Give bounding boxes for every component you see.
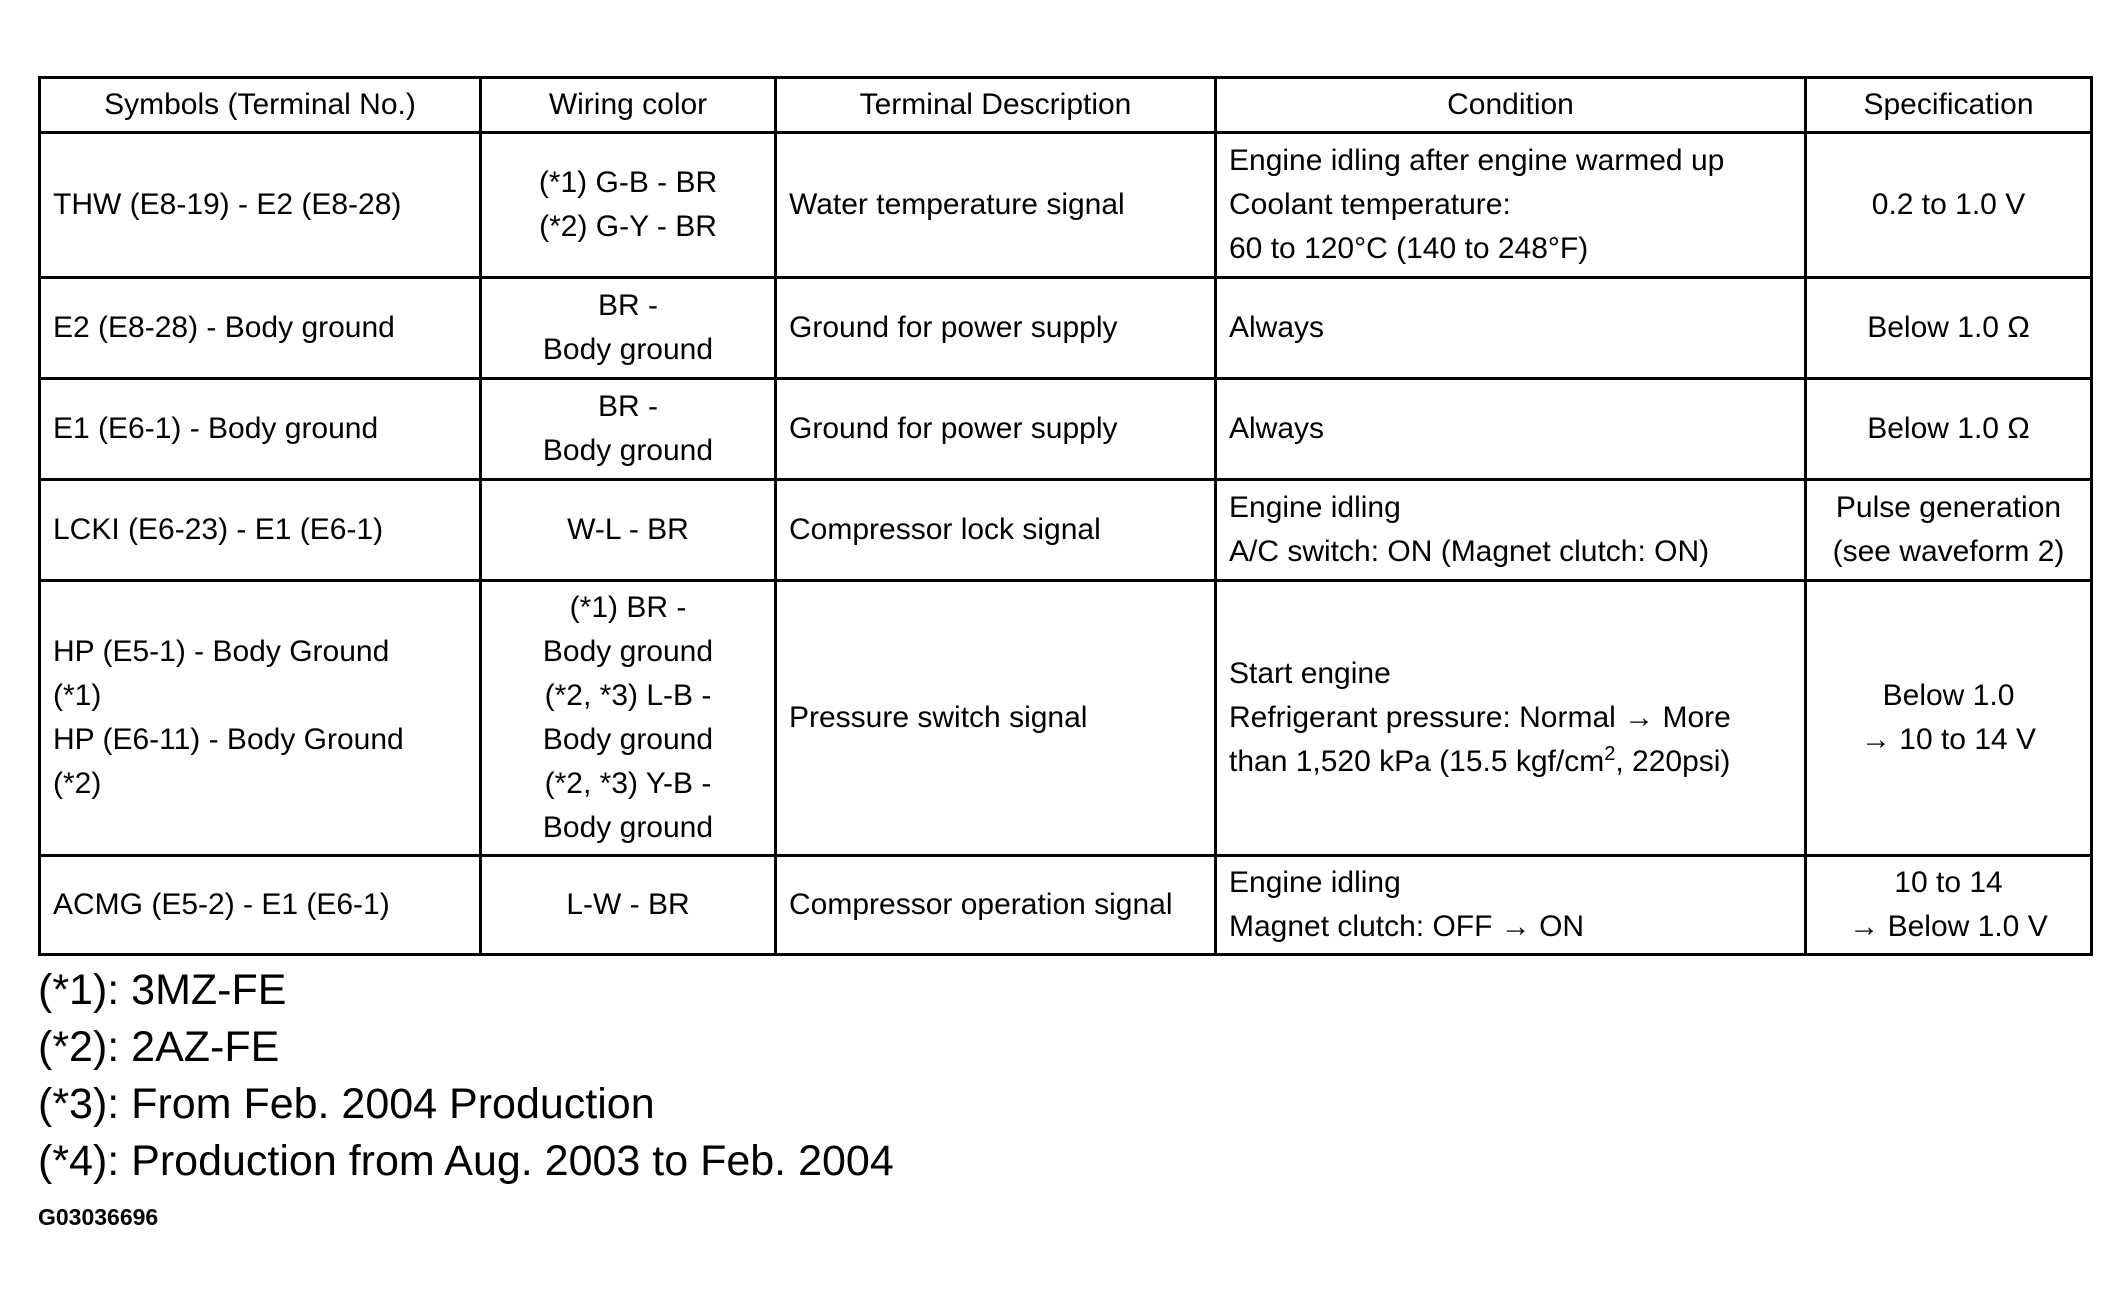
cell-line: Body ground	[542, 811, 714, 844]
header-specification: Specification	[1806, 78, 2092, 133]
cell-line: Body ground	[542, 434, 714, 467]
header-wiring-color: Wiring color	[481, 78, 776, 133]
cell-line: Magnet clutch: OFF → ON	[1229, 910, 1585, 943]
cell-line: 0.2 to 1.0 V	[1871, 188, 2026, 221]
table-row	[40, 133, 2092, 278]
cell-line: (*1) BR -	[569, 591, 687, 624]
cell-wiring	[481, 480, 776, 581]
cell-line: (*2) G-Y - BR	[539, 210, 717, 243]
cell-symbols	[40, 581, 481, 856]
cell-line: BR -	[598, 390, 658, 423]
cell-line: (*2)	[53, 767, 102, 800]
cell-text: than 1,520 kPa (15.5 kgf/cm	[1229, 745, 1605, 778]
cell-wiring	[481, 133, 776, 278]
cell-condition	[1216, 379, 1806, 480]
cell-description	[776, 379, 1216, 480]
cell-description	[776, 133, 1216, 278]
table-row	[40, 278, 2092, 379]
cell-line: Body ground	[542, 723, 714, 756]
cell-line: Below 1.0 Ω	[1867, 412, 2030, 445]
cell-line: Pulse generation	[1835, 491, 2062, 524]
cell-condition	[1216, 581, 1806, 856]
cell-line: E1 (E6-1) - Body ground	[53, 412, 379, 445]
cell-text: , 220psi)	[1615, 745, 1731, 778]
table-row	[40, 480, 2092, 581]
footnote: (*4): Production from Aug. 2003 to Feb. 2004	[38, 1137, 894, 1185]
cell-condition	[1216, 133, 1806, 278]
cell-line: W-L - BR	[567, 513, 689, 546]
cell-line: (see waveform 2)	[1832, 535, 2065, 568]
cell-line: 60 to 120°C (140 to 248°F)	[1229, 232, 1589, 265]
cell-description	[776, 581, 1216, 856]
table-row	[40, 379, 2092, 480]
cell-line: Start engine	[1229, 657, 1391, 690]
cell-line: L-W - BR	[566, 888, 690, 921]
cell-line: Compressor operation signal	[789, 888, 1173, 921]
table-header-row	[40, 78, 2092, 133]
cell-line: Always	[1229, 311, 1325, 344]
footnotes	[38, 962, 2090, 1190]
cell-specification	[1806, 133, 2092, 278]
cell-line: (*1) G-B - BR	[538, 166, 718, 199]
cell-line: (*2, *3) Y-B -	[544, 767, 712, 800]
cell-specification	[1806, 581, 2092, 856]
cell-wiring	[481, 379, 776, 480]
document	[38, 76, 2090, 1232]
cell-line: 10 to 14	[1894, 866, 2003, 899]
cell-specification	[1806, 379, 2092, 480]
cell-line: Pressure switch signal	[789, 701, 1088, 734]
cell-symbols	[40, 856, 481, 955]
cell-condition	[1216, 278, 1806, 379]
cell-line: Below 1.0 Ω	[1867, 311, 2030, 344]
cell-line: Engine idling	[1229, 491, 1401, 524]
table-row	[40, 856, 2092, 955]
cell-line: HP (E5-1) - Body Ground	[53, 635, 390, 668]
footnote: (*1): 3MZ-FE	[38, 966, 287, 1014]
cell-line: Ground for power supply	[789, 412, 1118, 445]
cell-symbols	[40, 133, 481, 278]
header-terminal-description: Terminal Description	[776, 78, 1216, 133]
cell-symbols	[40, 379, 481, 480]
cell-line: Refrigerant pressure: Normal → More	[1229, 701, 1731, 734]
cell-condition	[1216, 480, 1806, 581]
footnote: (*2): 2AZ-FE	[38, 1023, 280, 1071]
cell-specification	[1806, 278, 2092, 379]
cell-line: Body ground	[542, 635, 714, 668]
cell-wiring	[481, 278, 776, 379]
cell-line: (*1)	[53, 679, 102, 712]
cell-line: Engine idling after engine warmed up	[1229, 144, 1725, 177]
cell-line: BR -	[598, 289, 658, 322]
cell-line: E2 (E8-28) - Body ground	[53, 311, 395, 344]
cell-description	[776, 856, 1216, 955]
cell-line: ACMG (E5-2) - E1 (E6-1)	[53, 888, 390, 921]
cell-description	[776, 480, 1216, 581]
cell-line: (*2, *3) L-B -	[544, 679, 712, 712]
cell-line: Ground for power supply	[789, 311, 1118, 344]
cell-line: Always	[1229, 412, 1325, 445]
header-symbols: Symbols (Terminal No.)	[40, 78, 481, 133]
cell-line: Water temperature signal	[789, 188, 1125, 221]
cell-symbols	[40, 480, 481, 581]
cell-condition	[1216, 856, 1806, 955]
cell-line: A/C switch: ON (Magnet clutch: ON)	[1229, 535, 1710, 568]
superscript: 2	[1604, 743, 1616, 765]
terminal-spec-table	[38, 76, 2093, 956]
cell-line: HP (E6-11) - Body Ground	[53, 723, 404, 756]
footnote: (*3): From Feb. 2004 Production	[38, 1080, 655, 1128]
cell-line: → 10 to 14 V	[1860, 723, 2037, 756]
figure-id: G03036696	[38, 1204, 159, 1230]
cell-line: Compressor lock signal	[789, 513, 1101, 546]
cell-specification	[1806, 856, 2092, 955]
cell-line: → Below 1.0 V	[1849, 910, 2048, 943]
cell-symbols	[40, 278, 481, 379]
cell-specification	[1806, 480, 2092, 581]
cell-wiring	[481, 581, 776, 856]
table-row	[40, 581, 2092, 856]
header-condition: Condition	[1216, 78, 1806, 133]
cell-wiring	[481, 856, 776, 955]
cell-line: THW (E8-19) - E2 (E8-28)	[53, 188, 402, 221]
cell-line: LCKI (E6-23) - E1 (E6-1)	[53, 513, 384, 546]
cell-line: Coolant temperature:	[1229, 188, 1511, 221]
cell-line: Engine idling	[1229, 866, 1401, 899]
cell-line: Body ground	[542, 333, 714, 366]
cell-description	[776, 278, 1216, 379]
cell-line: Below 1.0	[1882, 679, 2015, 712]
cell-line	[1229, 740, 1792, 784]
